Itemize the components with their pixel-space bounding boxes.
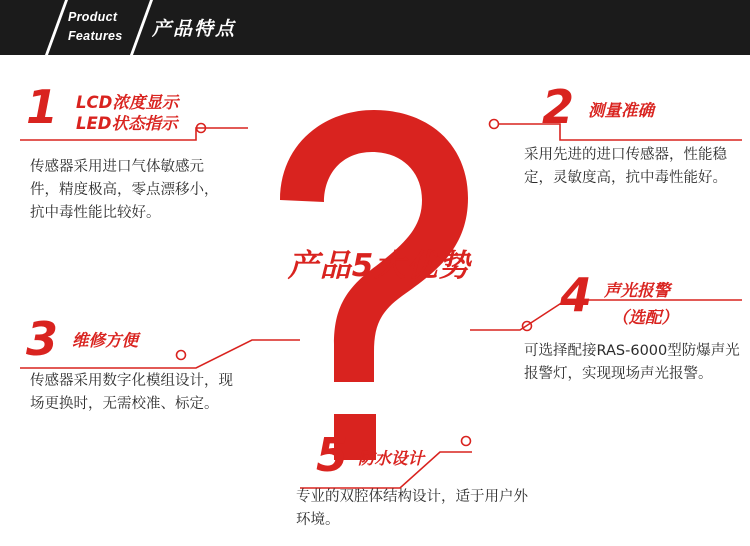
advantage-body-5: 专业的双腔体结构设计，适于用户外环境。 [296, 489, 528, 528]
advantage-title-1-line2: LED状态指示 [76, 114, 178, 133]
advantage-title-1 [76, 92, 178, 134]
advantage-title-5: 防水设计 [358, 449, 424, 468]
advantage-block-4 [524, 268, 746, 428]
header-chinese-title: 产品特点 [152, 19, 237, 40]
advantage-number-5: 5 [316, 428, 349, 482]
advantage-block-1 [18, 78, 233, 238]
advantage-block-2 [524, 78, 744, 228]
header-english-line2: Features [68, 29, 123, 43]
advantage-block-5 [296, 430, 536, 540]
advantage-body-1: 传感器采用进口气体敏感元件，精度极高，零点漂移小，抗中毒性能比较好。 [30, 159, 219, 221]
advantage-block-3 [18, 314, 233, 454]
advantage-title-4-sub: （选配） [612, 308, 678, 327]
center-title: 产品5大优势 [287, 248, 471, 284]
advantage-title-2: 测量准确 [588, 101, 654, 120]
advantage-title-4: 声光报警 [604, 281, 670, 300]
advantage-body-4: 可选择配接RAS-6000型防爆声光报警灯，实现现场声光报警。 [524, 343, 740, 382]
header-english-line1: Product [68, 10, 118, 24]
advantage-body-2: 采用先进的进口传感器，性能稳定，灵敏度高，抗中毒性能好。 [524, 147, 727, 186]
advantage-title-3: 维修方便 [72, 331, 138, 350]
advantage-title-1-line1: LCD浓度显示 [76, 93, 179, 112]
advantage-number-4: 4 [560, 268, 593, 322]
advantage-number-2: 2 [542, 80, 575, 134]
advantage-body-3: 传感器采用数字化模组设计，现场更换时，无需校准、标定。 [30, 373, 233, 412]
advantage-number-1: 1 [26, 80, 59, 134]
advantage-number-3: 3 [26, 312, 59, 366]
